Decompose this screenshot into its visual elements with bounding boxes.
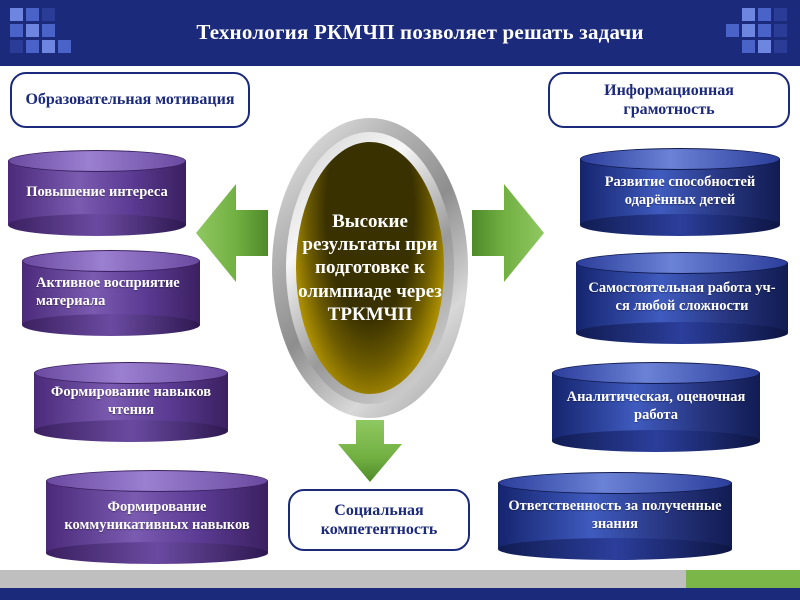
left-item-label: Активное восприятие материала <box>36 275 180 309</box>
footer-gray-bar <box>0 570 800 588</box>
heading-label: Социальная компетентность <box>320 501 438 538</box>
decorative-square <box>26 24 39 37</box>
right-item-1[interactable] <box>580 148 780 236</box>
right-item-label: Самостоятельная работа уч-ся любой сложности <box>588 280 776 314</box>
arrow-right-icon <box>472 178 544 288</box>
right-item-2[interactable] <box>576 252 788 344</box>
heading-label: Образовательная мотивация <box>25 91 235 109</box>
arrow-down-icon <box>334 420 406 482</box>
center-focus <box>272 118 468 418</box>
left-item-2[interactable] <box>22 250 200 336</box>
decorative-square <box>774 8 787 21</box>
right-item-label: Ответственность за полученные знания <box>508 498 722 532</box>
right-item-label: Аналитическая, оценочная работа <box>566 389 746 423</box>
decorative-square <box>10 40 23 53</box>
right-item-4[interactable] <box>498 472 732 560</box>
left-item-label: Формирование навыков чтения <box>50 384 212 418</box>
decorative-square <box>10 24 23 37</box>
decorative-square <box>42 40 55 53</box>
heading-educational-motivation[interactable] <box>10 72 250 128</box>
page-title: Технология РКМЧП позволяет решать задачи <box>196 20 644 44</box>
decorative-square <box>42 8 55 21</box>
arrow-left-icon <box>196 178 268 288</box>
right-item-label: Развитие способностей одарённых детей <box>604 174 756 208</box>
decorative-square <box>26 8 39 21</box>
heading-label: Информационная грамотность <box>604 81 734 118</box>
decorative-square <box>758 24 771 37</box>
decorative-square <box>758 8 771 21</box>
heading-social-competence[interactable] <box>288 489 470 551</box>
left-item-4[interactable] <box>46 470 268 564</box>
left-item-label: Повышение интереса <box>26 184 168 201</box>
decorative-square <box>774 24 787 37</box>
center-label: Высокие результаты при подготовке к олимпиаде через ТРКМЧП <box>298 211 442 325</box>
decorative-square <box>26 40 39 53</box>
heading-information-literacy[interactable] <box>548 72 790 128</box>
left-item-1[interactable] <box>8 150 186 236</box>
decorative-square <box>58 40 71 53</box>
decorative-square <box>758 40 771 53</box>
right-item-3[interactable] <box>552 362 760 452</box>
decorative-square <box>10 8 23 21</box>
decorative-square <box>774 40 787 53</box>
left-item-label: Формирование коммуникативных навыков <box>64 499 250 533</box>
decorative-square <box>42 24 55 37</box>
left-item-3[interactable] <box>34 362 228 442</box>
footer-green-accent <box>686 570 800 588</box>
footer-blue-bar <box>0 588 800 600</box>
